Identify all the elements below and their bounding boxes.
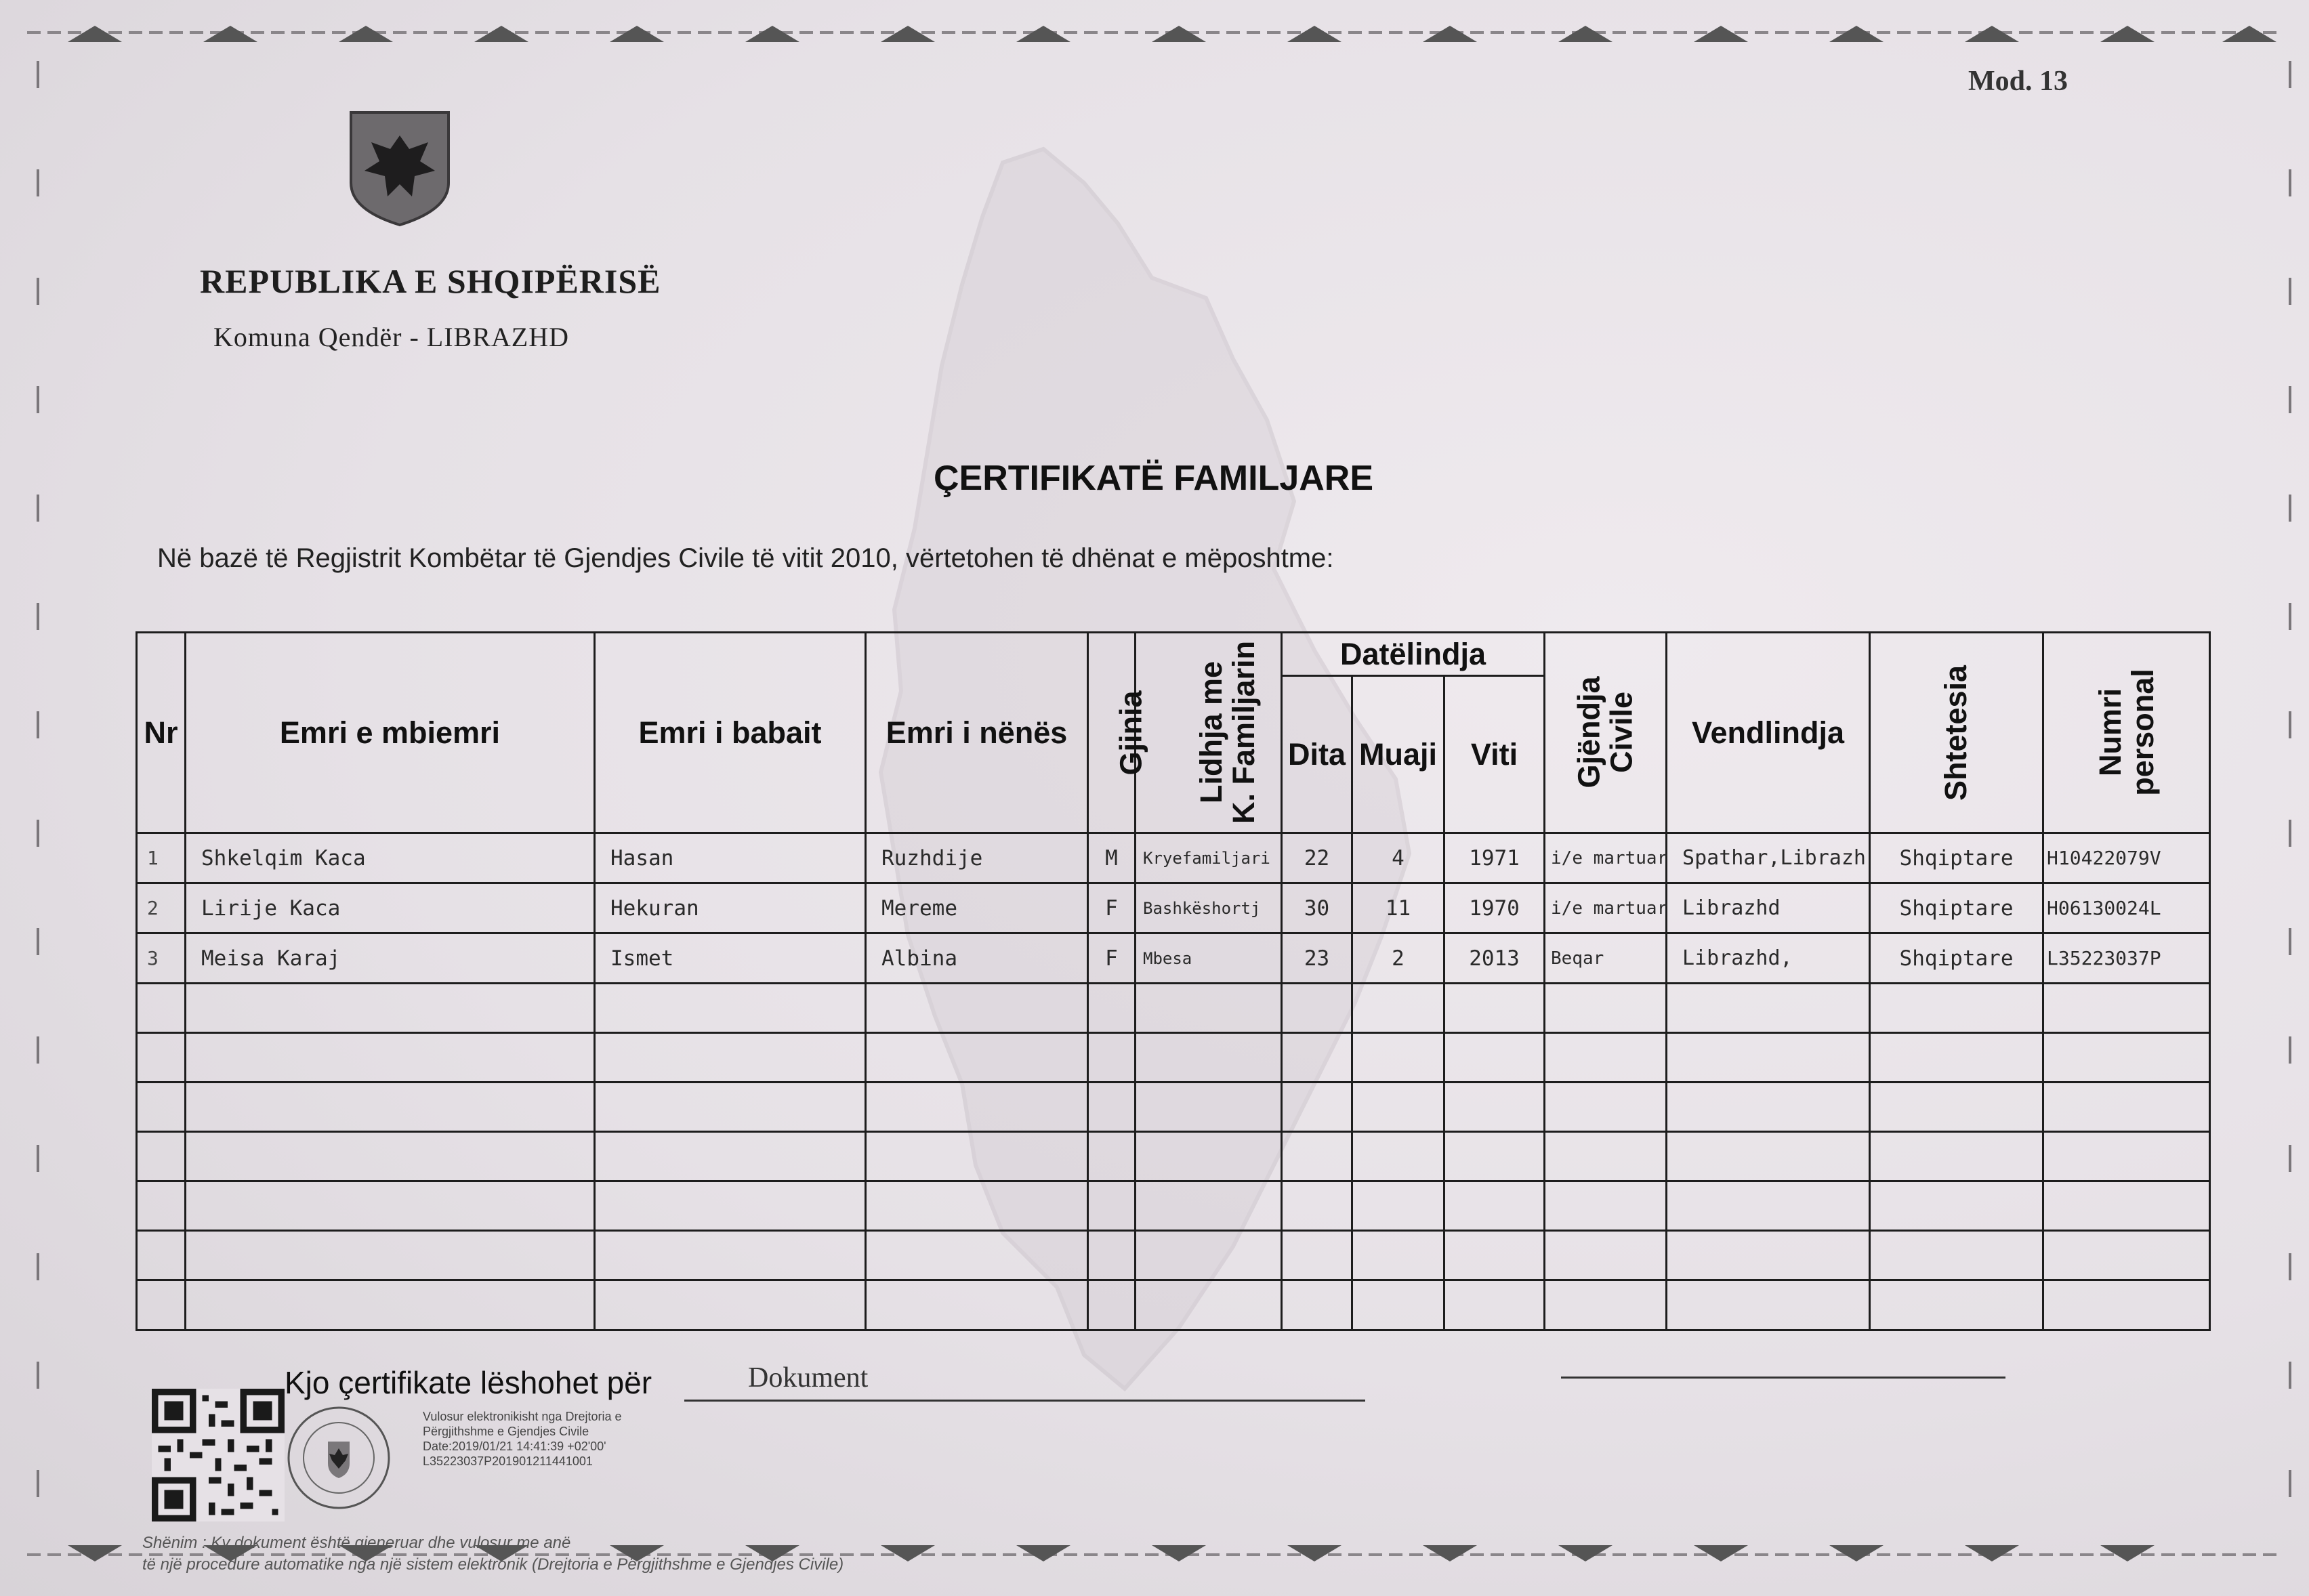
empty-row <box>137 1231 2210 1280</box>
empty-row <box>137 1280 2210 1330</box>
cell-emri: Shkelqim Kaca <box>186 833 595 883</box>
cell-gjinia: M <box>1088 833 1136 883</box>
cell-emri: Meisa Karaj <box>186 933 595 984</box>
cell-viti: 1970 <box>1444 883 1545 933</box>
cell-numri: L35223037P <box>2043 933 2210 984</box>
empty-row <box>137 1033 2210 1083</box>
cell-shtetesia: Shqiptare <box>1870 883 2043 933</box>
cell-nr: 3 <box>137 933 186 984</box>
empty-row <box>137 1132 2210 1181</box>
header-viti: Viti <box>1444 676 1545 833</box>
issued-for-value: Dokument <box>748 1362 869 1393</box>
issued-for-label: Kjo çertifikate lëshohet për <box>285 1365 652 1400</box>
cell-dita: 30 <box>1282 883 1352 933</box>
cell-nenes: Albina <box>866 933 1088 984</box>
cell-gjendja: Beqar <box>1545 933 1667 984</box>
header-gjendja-line1: Gjëndja <box>1571 675 1606 789</box>
table-row <box>137 883 2210 933</box>
cell-lidhja: Kryefamiljari <box>1136 833 1282 883</box>
form-model-number: Mod. 13 <box>1968 66 2068 97</box>
header-gjinia-text: Gjinia <box>1113 690 1148 776</box>
header-shtetesia <box>1870 633 2043 833</box>
header-vendlindja: Vendlindja <box>1667 633 1870 833</box>
cell-vendlindja: Spathar,Librazh <box>1667 833 1870 883</box>
issued-for-line <box>684 1400 1365 1402</box>
stamp-line: Vulosur elektronikisht nga Drejtoria e <box>423 1410 622 1423</box>
cell-babait: Hasan <box>595 833 866 883</box>
cell-vendlindja: Librazhd, <box>1667 933 1870 984</box>
cell-shtetesia: Shqiptare <box>1870 933 2043 984</box>
table-row <box>137 933 2210 984</box>
cell-muaji: 4 <box>1352 833 1444 883</box>
header-numri-text <box>2094 669 2159 796</box>
electronic-stamp-text <box>423 1409 621 1469</box>
header-gjendja <box>1545 633 1667 833</box>
table-row <box>137 833 2210 883</box>
signature-line <box>1561 1377 2005 1379</box>
header-gjendja-line2: Civile <box>1604 691 1639 773</box>
note-line: Shënim : Ky dokument është gjeneruar dhe vulosur me anë <box>142 1534 571 1552</box>
cell-dita: 22 <box>1282 833 1352 883</box>
empty-row <box>137 1181 2210 1231</box>
cell-gjendja: i/e martuar <box>1545 883 1667 933</box>
footer-note <box>142 1532 844 1576</box>
header-numri <box>2043 633 2210 833</box>
cell-nenes: Ruzhdije <box>866 833 1088 883</box>
header-lidhja <box>1136 633 1282 833</box>
cell-numri: H06130024L <box>2043 883 2210 933</box>
header-emri: Emri e mbiemri <box>186 633 595 833</box>
cell-shtetesia: Shqiptare <box>1870 833 2043 883</box>
cell-muaji: 11 <box>1352 883 1444 933</box>
header-lidhja-text <box>1195 640 1260 823</box>
header-lidhja-line2: K. Familjarin <box>1226 640 1262 824</box>
header-datelindja: Datëlindja <box>1282 633 1545 676</box>
cell-numri: H10422079V <box>2043 833 2210 883</box>
family-table <box>136 631 2211 1331</box>
cell-gjinia: F <box>1088 933 1136 984</box>
stamp-line: L35223037P201901211441001 <box>423 1454 593 1468</box>
cell-nenes: Mereme <box>866 883 1088 933</box>
qr-code-icon <box>152 1389 285 1521</box>
cell-vendlindja: Librazhd <box>1667 883 1870 933</box>
border-left-pattern <box>31 61 45 1538</box>
intro-text: Në bazë të Regjistrit Kombëtar të Gjendjes Civile të vitit 2010, vërtetohen të dhënat e mëposhtme: <box>157 543 1334 573</box>
header-nenes: Emri i nënës <box>866 633 1088 833</box>
cell-emri: Lirije Kaca <box>186 883 595 933</box>
cell-nr: 1 <box>137 833 186 883</box>
stamp-line: Përgjithshme e Gjendjes Civile <box>423 1425 589 1438</box>
cell-babait: Ismet <box>595 933 866 984</box>
cell-babait: Hekuran <box>595 883 866 933</box>
cell-muaji: 2 <box>1352 933 1444 984</box>
republic-heading: REPUBLIKA E SHQIPËRISË <box>200 262 661 300</box>
cell-viti: 1971 <box>1444 833 1545 883</box>
albania-emblem-icon <box>347 108 453 228</box>
header-lidhja-line1: Lidhja me <box>1194 660 1229 803</box>
page-title: ÇERTIFIKATË FAMILJARE <box>934 459 1374 498</box>
official-seal-icon <box>285 1404 393 1512</box>
header-nr: Nr <box>137 633 186 833</box>
empty-row <box>137 1083 2210 1132</box>
cell-viti: 2013 <box>1444 933 1545 984</box>
cell-gjendja: i/e martuar <box>1545 833 1667 883</box>
commune-heading: Komuna Qendër - LIBRAZHD <box>213 322 569 352</box>
header-numri-line1: Numri <box>2092 688 2127 776</box>
cell-gjinia: F <box>1088 883 1136 933</box>
cell-nr: 2 <box>137 883 186 933</box>
header-muaji: Muaji <box>1352 676 1444 833</box>
note-line: të një procedure automatike nga një sistem elektronik (Drejtoria e Përgjithshme e Gjendjes Civile) <box>142 1555 844 1574</box>
border-top-pattern <box>27 19 2283 46</box>
header-numri-line2: personal <box>2125 668 2160 796</box>
cell-lidhja: Bashkëshortj <box>1136 883 1282 933</box>
header-gjinia <box>1088 633 1148 833</box>
stamp-line: Date:2019/01/21 14:41:39 +02'00' <box>423 1440 606 1453</box>
cell-lidhja: Mbesa <box>1136 933 1282 984</box>
border-right-pattern <box>2283 61 2297 1538</box>
header-shtetesia-text: Shtetesia <box>1938 665 1974 801</box>
header-dita: Dita <box>1282 676 1352 833</box>
empty-row <box>137 984 2210 1033</box>
header-gjendja-text <box>1573 676 1638 788</box>
header-babait: Emri i babait <box>595 633 866 833</box>
cell-dita: 23 <box>1282 933 1352 984</box>
